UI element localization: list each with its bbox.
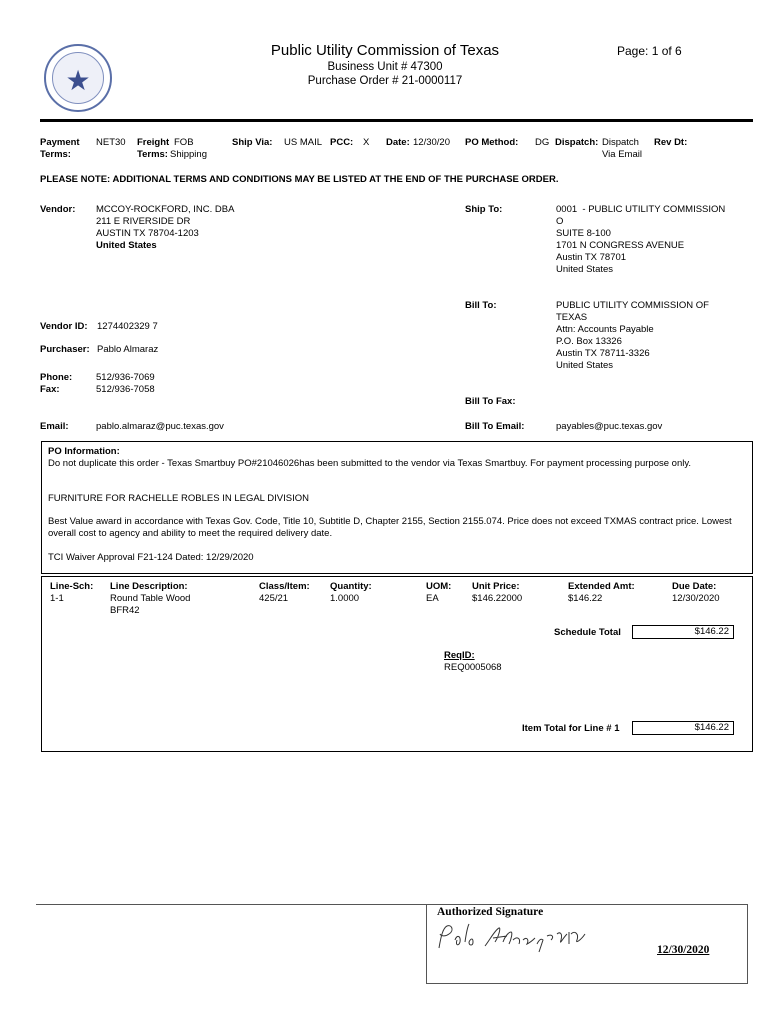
po-information-box	[41, 441, 753, 574]
po-information-title: PO Information:	[48, 446, 120, 457]
header-divider	[40, 119, 753, 122]
freight-terms-label: Terms:	[137, 149, 168, 160]
vendor-id-value: 1274402329 7	[97, 321, 158, 332]
business-unit: Business Unit # 47300	[327, 61, 443, 73]
class-item-value: 425/21	[259, 593, 289, 604]
payment-terms-label: Payment Terms:	[40, 137, 80, 160]
purchase-order-number: Purchase Order # 21-0000117	[307, 75, 463, 87]
dispatch-value: Dispatch Via Email	[602, 137, 642, 160]
po-method-value: DG	[535, 137, 550, 148]
bill-to-email-label: Bill To Email:	[465, 421, 525, 432]
po-information-text-3: Best Value award in accordance with Texas Gov. Code, Title 10, Subtitle D, Chapter 2155, Section 2155.074. Price does not exceed TXMAS contract price. Lowest overall cost to agency and ability to meet the required delivery date.	[48, 516, 732, 539]
extended-amt-value: $146.22	[568, 593, 603, 604]
vendor-label: Vendor:	[40, 204, 76, 215]
bill-to-label: Bill To:	[465, 300, 497, 311]
reqid-value: REQ0005068	[444, 662, 502, 673]
reqid-label: ReqID:	[444, 650, 475, 661]
ship-to-label: Ship To:	[465, 204, 503, 215]
ship-to-address: 0001 - PUBLIC UTILITY COMMISSION O SUITE 8-100 1701 N CONGRESS AVENUE Austin TX 78701 United States	[556, 204, 726, 275]
schedule-total-label: Schedule Total	[554, 627, 621, 638]
vendor-country: United States	[96, 240, 157, 251]
terms-notice: PLEASE NOTE: ADDITIONAL TERMS AND CONDITIONS MAY BE LISTED AT THE END OF THE PURCHASE ORDER.	[40, 174, 559, 185]
po-information-text-1: Do not duplicate this order - Texas Smartbuy PO#21046026has been submitted to the vendor via Texas Smartbuy. For payment processing purpose only.	[48, 458, 692, 469]
signature-box	[426, 904, 748, 984]
authorized-signature-label: Authorized Signature	[437, 906, 544, 918]
date-label: Date:	[386, 137, 410, 148]
col-header-description: Line Description:	[110, 581, 188, 592]
po-method-label: PO Method:	[465, 137, 519, 148]
line-description-value: Round Table Wood BFR42	[110, 593, 191, 616]
purchaser-label: Purchaser:	[40, 344, 90, 355]
signature-rule-left	[36, 904, 426, 905]
col-header-extended-amt: Extended Amt:	[568, 581, 635, 592]
email-value: pablo.almaraz@puc.texas.gov	[96, 421, 224, 432]
handwritten-signature	[433, 918, 603, 958]
star-icon: ★	[65, 65, 91, 96]
item-total-label: Item Total for Line # 1	[522, 723, 620, 734]
col-header-due-date: Due Date:	[672, 581, 717, 592]
rev-dt-label: Rev Dt:	[654, 137, 688, 148]
line-item-box	[41, 576, 753, 752]
line-sch-value: 1-1	[50, 593, 64, 604]
freight-label: Freight	[137, 137, 170, 148]
bill-to-fax-label: Bill To Fax:	[465, 396, 516, 407]
email-label: Email:	[40, 421, 69, 432]
page-number: Page: 1 of 6	[617, 44, 682, 58]
phone-label: Phone:	[40, 372, 73, 383]
due-date-value: 12/30/2020	[672, 593, 720, 604]
uom-value: EA	[426, 593, 439, 604]
col-header-quantity: Quantity:	[330, 581, 372, 592]
date-value: 12/30/20	[413, 137, 450, 148]
po-information-text-4: TCI Waiver Approval F21-124 Dated: 12/29/2020	[48, 552, 254, 563]
col-header-uom: UOM:	[426, 581, 452, 592]
fax-value: 512/936-7058	[96, 384, 155, 395]
col-header-class-item: Class/Item:	[259, 581, 310, 592]
signature-date: 12/30/2020	[657, 944, 710, 956]
pcc-value: X	[363, 137, 370, 148]
unit-price-value: $146.22000	[472, 593, 523, 604]
vendor-id-label: Vendor ID:	[40, 321, 88, 332]
col-header-unit-price: Unit Price:	[472, 581, 520, 592]
page-title: Public Utility Commission of Texas	[270, 42, 500, 59]
pcc-label: PCC:	[330, 137, 354, 148]
dispatch-label: Dispatch:	[555, 137, 599, 148]
purchaser-value: Pablo Almaraz	[97, 344, 159, 355]
ship-via-value: US MAIL	[284, 137, 323, 148]
phone-value: 512/936-7069	[96, 372, 155, 383]
col-header-line-sch: Line-Sch:	[50, 581, 94, 592]
fax-label: Fax:	[40, 384, 60, 395]
freight-value: FOB	[174, 137, 194, 148]
freight-terms-value: Shipping	[170, 149, 207, 160]
payment-terms-value: NET30	[96, 137, 126, 148]
po-information-text-2: FURNITURE FOR RACHELLE ROBLES IN LEGAL DIVISION	[48, 493, 309, 504]
bill-to-email-value: payables@puc.texas.gov	[556, 421, 663, 432]
item-total-value: $146.22	[632, 721, 734, 735]
bill-to-address: PUBLIC UTILITY COMMISSION OF TEXAS Attn: Accounts Payable P.O. Box 13326 Austin TX 78711-3326 United States	[556, 300, 709, 371]
vendor-address: MCCOY-ROCKFORD, INC. DBA 211 E RIVERSIDE DR AUSTIN TX 78704-1203	[96, 204, 235, 239]
quantity-value: 1.0000	[330, 593, 360, 604]
schedule-total-value: $146.22	[632, 625, 734, 639]
ship-via-label: Ship Via:	[232, 137, 273, 148]
